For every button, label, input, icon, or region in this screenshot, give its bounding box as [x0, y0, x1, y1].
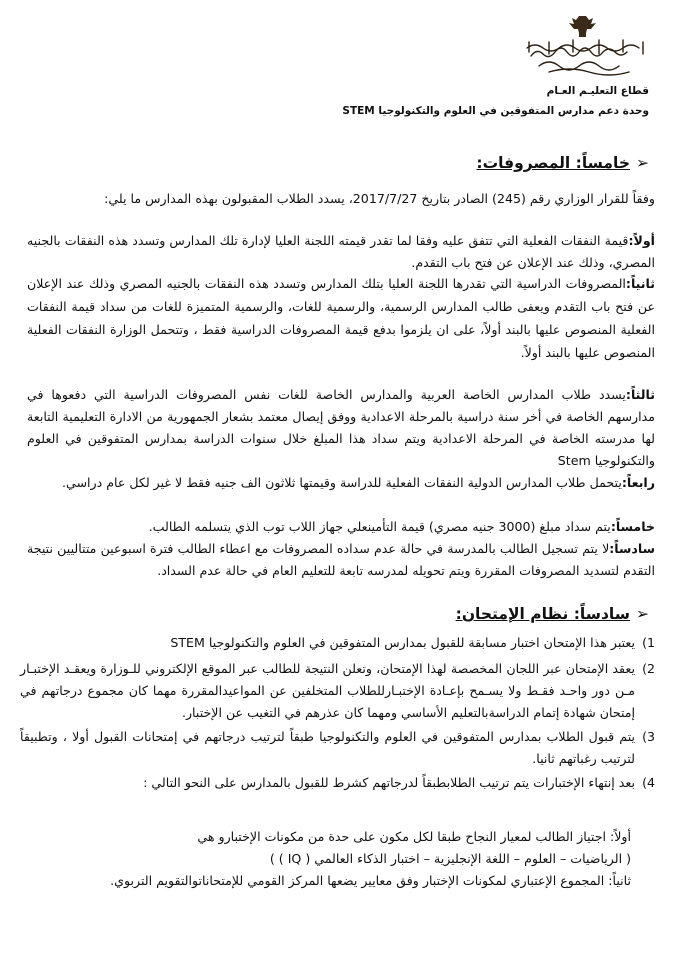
section-exam-title: ➢سادساً: نظام الإمتحان: — [455, 605, 649, 623]
sector-name: قطاع التعليـم العـام — [546, 85, 649, 97]
criteria-line: ثانياً: المجموع الإعتباري لمكونات الإختبار وفق معايير يضعها المركز القومي للإمتحاناتوالتقويم التربوي. — [110, 873, 631, 888]
list-item: 2) يعقد الإمتحان عبر اللجان المخصصة لهذا الإمتحان، وتعلن النتيجة للطالب عبر الموقع الإلكتروني للـوزارة ويعقـد الإختبـار مـن دور واحـد فقـط ولا يسـمح بإعـادة الإختبـارللطلاب المتخلفين عن المواعيدالمقررة مهما كان مجموع درجاتهم في إمتحان شهادة إتمام الدراسةبالتعليم الأساسي ومهما كان عذرهم في التغيب عن الإختبار. — [20, 661, 655, 720]
criteria-line: ( الرياضيات – العلوم – اللغة الإنجليزية – اختبار الذكاء العالمي ( IQ ) ) — [269, 851, 631, 866]
criteria-line: أولاً: اجتياز الطالب لمعيار النجاح طبقا لكل مكون على حدة من مكونات الإختبارو هي — [197, 829, 631, 844]
unit-name: وحدة دعم مدارس المتفوقين في العلوم والتكنولوجيا STEM — [342, 105, 649, 117]
section-fees-title: ➢خامساً: المصروفات: — [476, 154, 649, 172]
admission-criteria — [35, 826, 631, 892]
fees-item-6: سادساً:لا يتم تسجيل الطالب بالمدرسة في حالة عدم سداده المصروفات مع اعطاء الطالب فترة اسبوعين متتاليين نتيجة التقدم لتسديد المصروفات المقررة ويتم تحويله لمدرسه تابعة للتعليم العام في حالة عدم السداد. — [27, 541, 655, 578]
fees-item-3: ثالثاً:يسدد طلاب المدارس الخاصة العربية والمدارس الخاصة للغات نفس المصروفات الدراسية التي دفعوها في مدارسهم الخاصة في أخر سنة دراسية بالمرحلة الاعدادية ووفق إيصال معتمد بشعار الجمهورية من الادارة التعليمية التابعة لها مدرسته الخاصة في المرحلة الاعدادية ويتم سداد هذا المبلغ خلال سنوات الدراسة بمدارس المتفوقين في العلوم والتكنولوجيا Stem — [27, 387, 655, 468]
list-item: 3) يتم قبول الطلاب بمدارس المتفوقين في العلوم والتكنولوجيا طبقاً لترتيب درجاتهم في إمتحانات القبول أولا ، وتطبيقاً لترتيب رغباتهم ثانيا. — [20, 729, 655, 766]
fees-item-2: ثانياً:المصروفات الدراسية التي تقدرها اللجنة العليا بتلك المدارس وتسدد هذه النفقات بالجنيه المصري وذلك عند الإعلان عن فتح باب التقدم ويعفى طالب المدارس الرسمية، والرسمية للغات، والرسمية المتميزة للغات من سداد قيمة النفقات الفعلية المنصوص عليها بالبند أولاً، على ان يلزموا بدفع قيمة المصروفات الدراسية فقط ، وتتحمل الوزارة النفقات الفعلية المنصوص عليها بالبند أولاً. — [27, 276, 655, 360]
fees-item-4: رابعاً:يتحمل طلاب المدارس الدولية النفقات الفعلية للدراسة وقيمتها ثلاثون الف جنيه فقط لا غير لكل عام دراسي. — [61, 475, 655, 490]
fees-intro: وفقاً للقرار الوزاري رقم (245) الصادر بتاريخ 2017/7/27، يسدد الطلاب المقبولون بهذه المدارس ما يلي: — [104, 191, 655, 206]
exam-rules-list — [20, 632, 655, 794]
list-item: 4) بعد إنتهاء الإختبارات يتم ترتيب الطلابطبقاً لدرجاتهم كشرط للقبول بالمدارس على النحو التالي : — [143, 775, 655, 790]
fees-item-5: خامساً:يتم سداد مبلغ (3000 جنيه مصري) قيمة التأمينعلي جهاز اللاب توب الذي يتسلمه الطالب. — [148, 519, 655, 534]
checkmark-arrow-icon: ➢ — [636, 605, 649, 623]
fees-item-1: أولاً:قيمة النفقات الفعلية التي تتفق عليه وفقا لما تقدر قيمته اللجنة العليا لإدارة تلك المدارس وتسدد هذه النفقات بالجنيه المصري، وذلك عند الإعلان عن فتح باب التقدم. — [27, 233, 655, 270]
list-item: 1) يعتبر هذا الإمتحان اختبار مسابقة للقبول بمدارس المتفوقين في العلوم والتكنولوجيا STEM — [170, 635, 655, 650]
ministry-logo — [519, 14, 653, 78]
checkmark-arrow-icon: ➢ — [636, 154, 649, 172]
document-header — [9, 83, 649, 119]
